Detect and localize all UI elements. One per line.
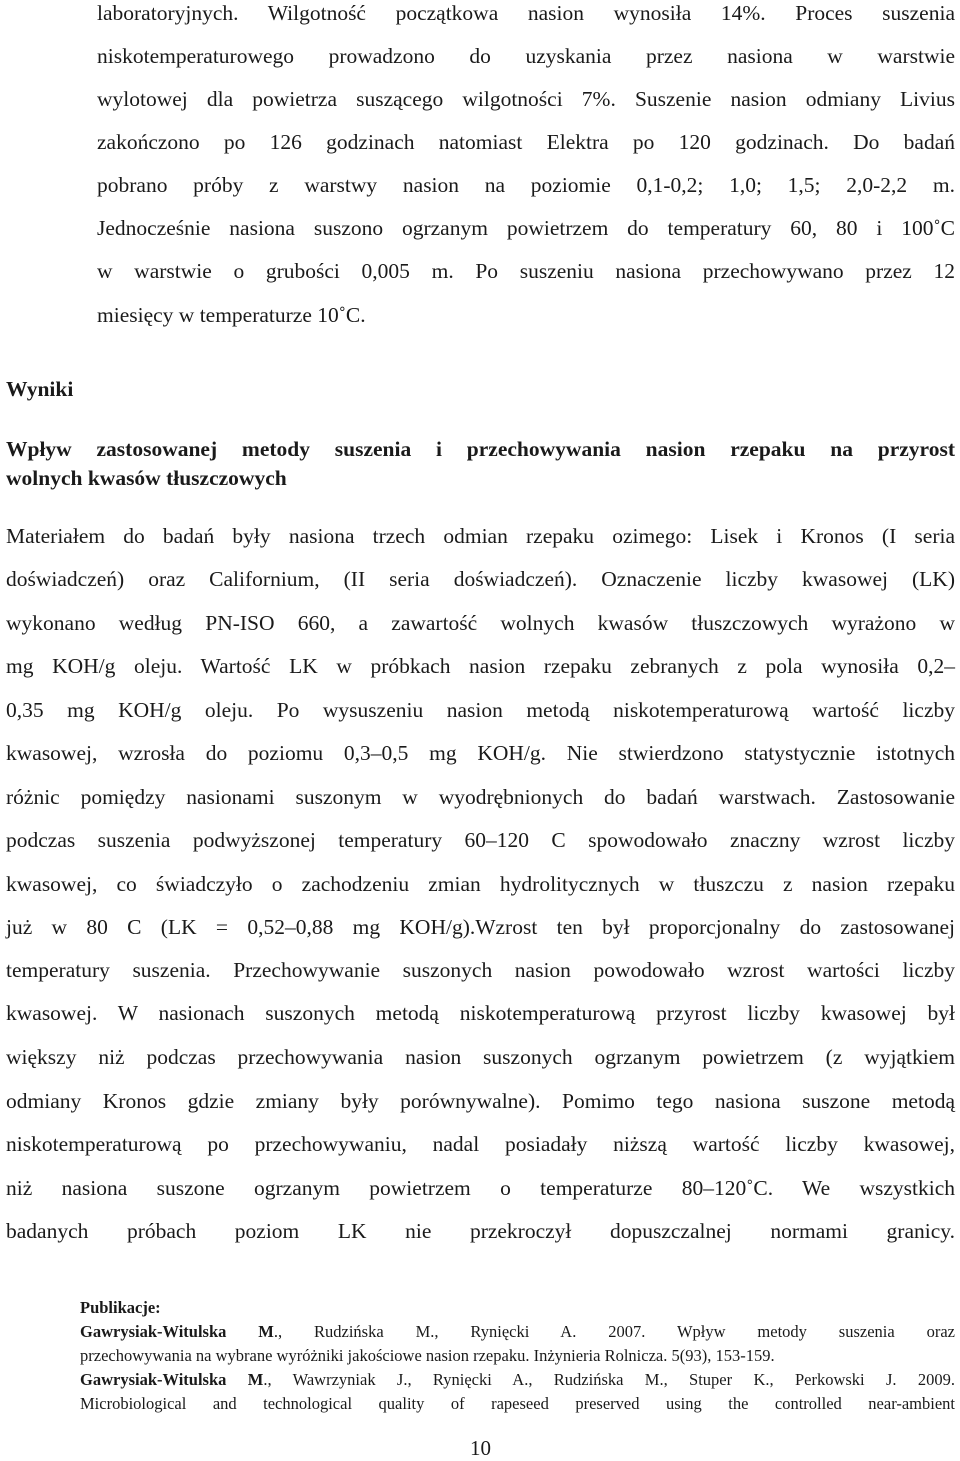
intro-line: pobrano próby z warstwy nasion na poziomie 0,1-0,2; 1,0; 1,5; 2,0-2,2 m. [97,173,955,197]
reference-1-rest: ., Rudzińska M., Rynięcki A. 2007. Wpływ metody suszenia oraz [273,1322,955,1341]
body-line: Materiałem do badań były nasiona trzech odmian rzepaku ozimego: Lisek i Kronos (I seria [6,524,955,548]
page-number: 10 [470,1436,491,1460]
body-line: większy niż podczas przechowywania nasion suszonych ogrzanym powietrzem (z wyjątkiem [6,1045,955,1069]
body-line: kwasowej, wzrosła do poziomu 0,3–0,5 mg KOH/g. Nie stwierdzono statystycznie istotnych [6,741,955,765]
body-line: niskotemperaturową po przechowywaniu, nadal posiadały niższą wartość liczby kwasowej, [6,1132,955,1156]
intro-line: niskotemperaturowego prowadzono do uzyskania przez nasiona w warstwie [97,44,955,68]
body-line: 0,35 mg KOH/g oleju. Po wysuszeniu nasion metodą niskotemperaturową wartość liczby [6,698,955,722]
intro-line: w warstwie o grubości 0,005 m. Po suszeniu nasiona przechowywano przez 12 [97,259,955,283]
body-line: różnic pomiędzy nasionami suszonym w wyodrębnionych do badań warstwach. Zastosowanie [6,785,955,809]
body-line: kwasowej, co świadczyło o zachodzeniu zmian hydrolitycznych w tłuszczu z nasion rzepaku [6,872,955,896]
body-line: doświadczeń) oraz Californium, (II seria doświadczeń). Oznaczenie liczby kwasowej (LK) [6,567,955,591]
intro-line: zakończono po 126 godzinach natomiast Elektra po 120 godzinach. Do badań [97,130,955,154]
body-line: odmiany Kronos gdzie zmiany były porównywalne). Pomimo tego nasiona suszone metodą [6,1089,955,1113]
body-line: podczas suszenia podwyższonej temperatury 60–120 C spowodowało znaczny wzrost liczby [6,828,955,852]
body-line: już w 80 C (LK = 0,52–0,88 mg KOH/g).Wzrost ten był proporcjonalny do zastosowanej [6,915,955,939]
reference-2-line-2: Microbiological and technological quality of rapeseed preserved using the controlled near-ambient [80,1394,955,1413]
subsection-heading-line: wolnych kwasów tłuszczowych [6,466,287,490]
intro-line: Jednocześnie nasiona suszono ogrzanym powietrzem do temperatury 60, 80 i 100˚C [97,216,955,240]
reference-1-line-2: przechowywania na wybrane wyróżniki jakościowe nasion rzepaku. Inżynieria Rolnicza. 5(93), 153-159. [80,1346,775,1365]
body-line: mg KOH/g oleju. Wartość LK w próbkach nasion rzepaku zebranych z pola wynosiła 0,2– [6,654,955,678]
body-line: wykonano według PN-ISO 660, a zawartość wolnych kwasów tłuszczowych wyrażono w [6,611,955,635]
reference-1-line-1 [80,1322,955,1342]
intro-line: laboratoryjnych. Wilgotność początkowa nasion wynosiła 14%. Proces suszenia [97,1,955,25]
intro-line: miesięcy w temperaturze 10˚C. [97,303,366,327]
intro-line: wylotowej dla powietrza suszącego wilgotności 7%. Suszenie nasion odmiany Livius [97,87,955,111]
subsection-heading-line: Wpływ zastosowanej metody suszenia i przechowywania nasion rzepaku na przyrost [6,437,955,461]
body-line: kwasowej. W nasionach suszonych metodą niskotemperaturową przyrost liczby kwasowej był [6,1001,955,1025]
reference-1-author: Gawrysiak-Witulska M [80,1322,274,1341]
section-heading: Wyniki [6,377,74,401]
reference-2-rest: ., Wawrzyniak J., Rynięcki A., Rudzińska M., Stuper K., Perkowski J. 2009. [263,1370,955,1389]
body-line: badanych próbach poziom LK nie przekroczył dopuszczalnej normami granicy. [6,1219,955,1243]
body-line: temperatury suszenia. Przechowywanie suszonych nasion powodowało wzrost wartości liczby [6,958,955,982]
reference-2-line-1 [80,1370,955,1390]
publications-heading: Publikacje: [80,1298,161,1317]
reference-2-author: Gawrysiak-Witulska M [80,1370,264,1389]
body-line: niż nasiona suszone ogrzanym powietrzem o temperaturze 80–120˚C. We wszystkich [6,1176,955,1200]
